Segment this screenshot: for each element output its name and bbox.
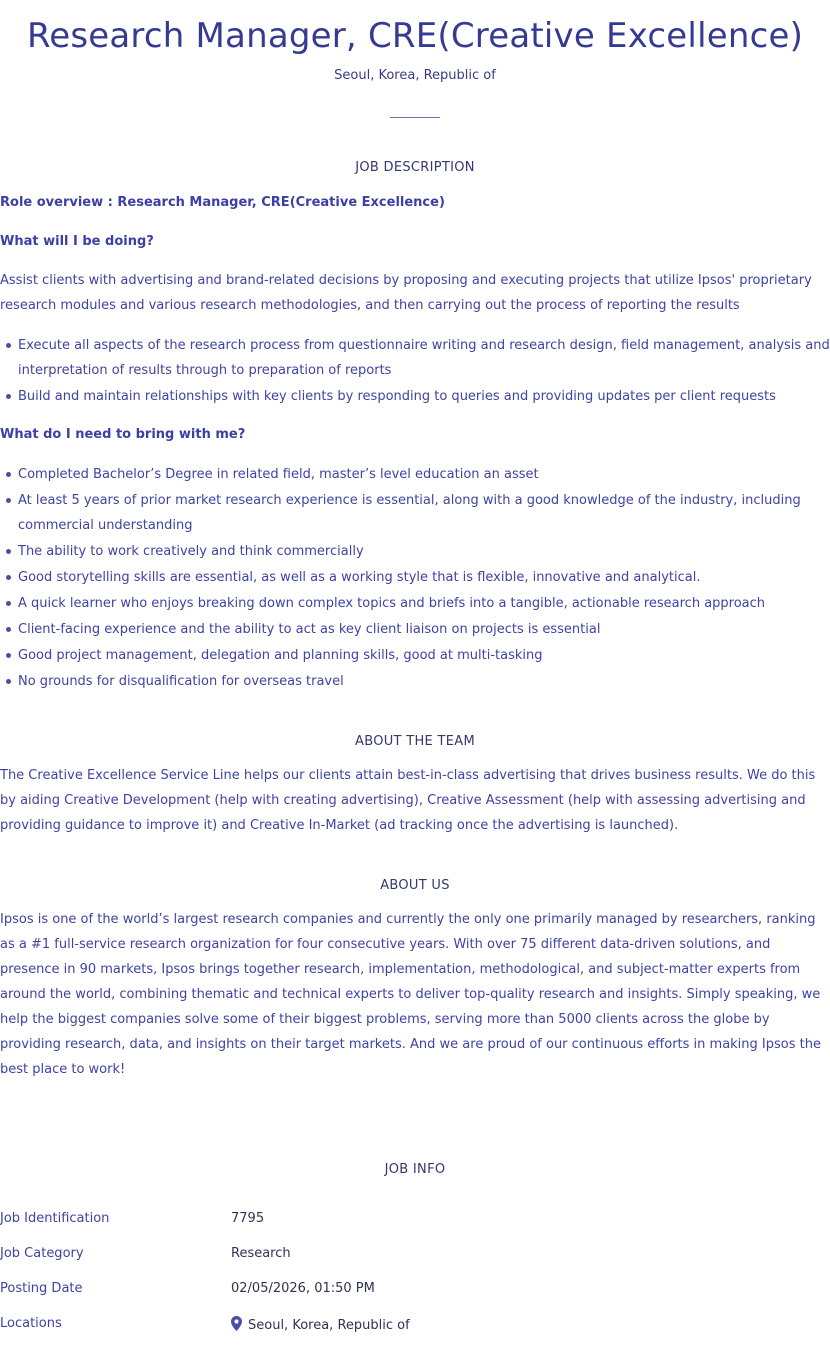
job-info-heading: JOB INFO bbox=[384, 1162, 446, 1177]
map-pin-icon bbox=[231, 1316, 242, 1331]
about-team-text: The Creative Excellence Service Line helps our clients attain best-in-class advertising that drives business results. We do this by aiding Creative Development (help with creating advertising), Creative Assessment (help with assessing advertising and providing guidance to improve it) and Creative In-Market (ad tracking once the advertising is launched). bbox=[0, 768, 816, 833]
bullet-icon bbox=[6, 394, 11, 399]
bullet-icon bbox=[6, 601, 11, 606]
doing-list bbox=[0, 333, 830, 409]
posting-date-label: Posting Date bbox=[0, 1281, 83, 1296]
about-team-heading: ABOUT THE TEAM bbox=[355, 734, 475, 749]
about-us-text: Ipsos is one of the world’s largest research companies and currently the only one primarily managed by researchers, ranking as a #1 full-service research organization for four consecutive years. With over 75 different data-driven solutions, and presence in 90 markets, Ipsos brings together research, implementation, methodological, and subject-matter experts from around the world, combining thematic and technical experts to deliver top-quality research and insights. Simply speaking, we help the biggest companies solve some of their biggest problems, serving more than 5000 clients across the globe by providing research, data, and insights on their target markets. And we are proud of our continuous efforts in making Ipsos the best place to work! bbox=[0, 912, 821, 1077]
title-divider bbox=[390, 117, 440, 118]
about-us-content bbox=[0, 907, 830, 1082]
bullet-icon bbox=[6, 472, 11, 477]
job-description-content bbox=[0, 190, 830, 694]
locations-value[interactable] bbox=[231, 1316, 410, 1333]
list-item: Client-facing experience and the ability to act as key client liaison on projects is essential bbox=[0, 617, 830, 642]
list-item: Good storytelling skills are essential, as well as a working style that is flexible, innovative and analytical. bbox=[0, 565, 830, 590]
list-item: Execute all aspects of the research process from questionnaire writing and research design, field management, analysis and interpretation of results through to preparation of reports bbox=[0, 333, 830, 383]
bring-list bbox=[0, 462, 830, 694]
list-item: Build and maintain relationships with key clients by responding to queries and providing updates per client requests bbox=[0, 384, 830, 409]
list-item: At least 5 years of prior market research experience is essential, along with a good knowledge of the industry, including commercial understanding bbox=[0, 488, 830, 538]
list-item: Completed Bachelor’s Degree in related field, master’s level education an asset bbox=[0, 462, 830, 487]
job-info-row-posting-date bbox=[0, 1281, 830, 1316]
bullet-icon bbox=[6, 549, 11, 554]
job-info-row-id bbox=[0, 1211, 830, 1246]
bullet-icon bbox=[6, 343, 11, 348]
bullet-icon bbox=[6, 498, 11, 503]
posting-date-value: 02/05/2026, 01:50 PM bbox=[231, 1281, 375, 1296]
role-overview: Role overview : Research Manager, CRE(Creative Excellence) bbox=[0, 195, 445, 210]
job-category-label: Job Category bbox=[0, 1246, 84, 1261]
list-item: Good project management, delegation and planning skills, good at multi-tasking bbox=[0, 643, 830, 668]
job-id-label: Job Identification bbox=[0, 1211, 110, 1226]
job-description-heading: JOB DESCRIPTION bbox=[355, 160, 475, 175]
page-title: Research Manager, CRE(Creative Excellence) bbox=[26, 16, 804, 56]
bullet-icon bbox=[6, 627, 11, 632]
doing-heading: What will I be doing? bbox=[0, 234, 154, 249]
list-item: No grounds for disqualification for overseas travel bbox=[0, 669, 830, 694]
bullet-icon bbox=[6, 575, 11, 580]
job-info-row-category bbox=[0, 1246, 830, 1281]
bullet-icon bbox=[6, 679, 11, 684]
job-info-table bbox=[0, 1211, 830, 1351]
location-link-text[interactable]: Seoul, Korea, Republic of bbox=[248, 1318, 410, 1333]
bullet-icon bbox=[6, 653, 11, 658]
about-team-content bbox=[0, 763, 830, 838]
about-us-heading: ABOUT US bbox=[380, 878, 450, 893]
list-item: A quick learner who enjoys breaking down complex topics and briefs into a tangible, actionable research approach bbox=[0, 591, 830, 616]
bring-heading: What do I need to bring with me? bbox=[0, 427, 246, 442]
job-location: Seoul, Korea, Republic of bbox=[334, 68, 496, 83]
locations-label: Locations bbox=[0, 1316, 62, 1331]
list-item: The ability to work creatively and think commercially bbox=[0, 539, 830, 564]
job-id-value: 7795 bbox=[231, 1211, 265, 1226]
job-info-row-locations bbox=[0, 1316, 830, 1351]
doing-intro: Assist clients with advertising and brand-related decisions by proposing and executing projects that utilize Ipsos' proprietary research modules and various research methodologies, and then carrying out the process of reporting the results bbox=[0, 273, 812, 313]
job-category-value: Research bbox=[231, 1246, 291, 1261]
